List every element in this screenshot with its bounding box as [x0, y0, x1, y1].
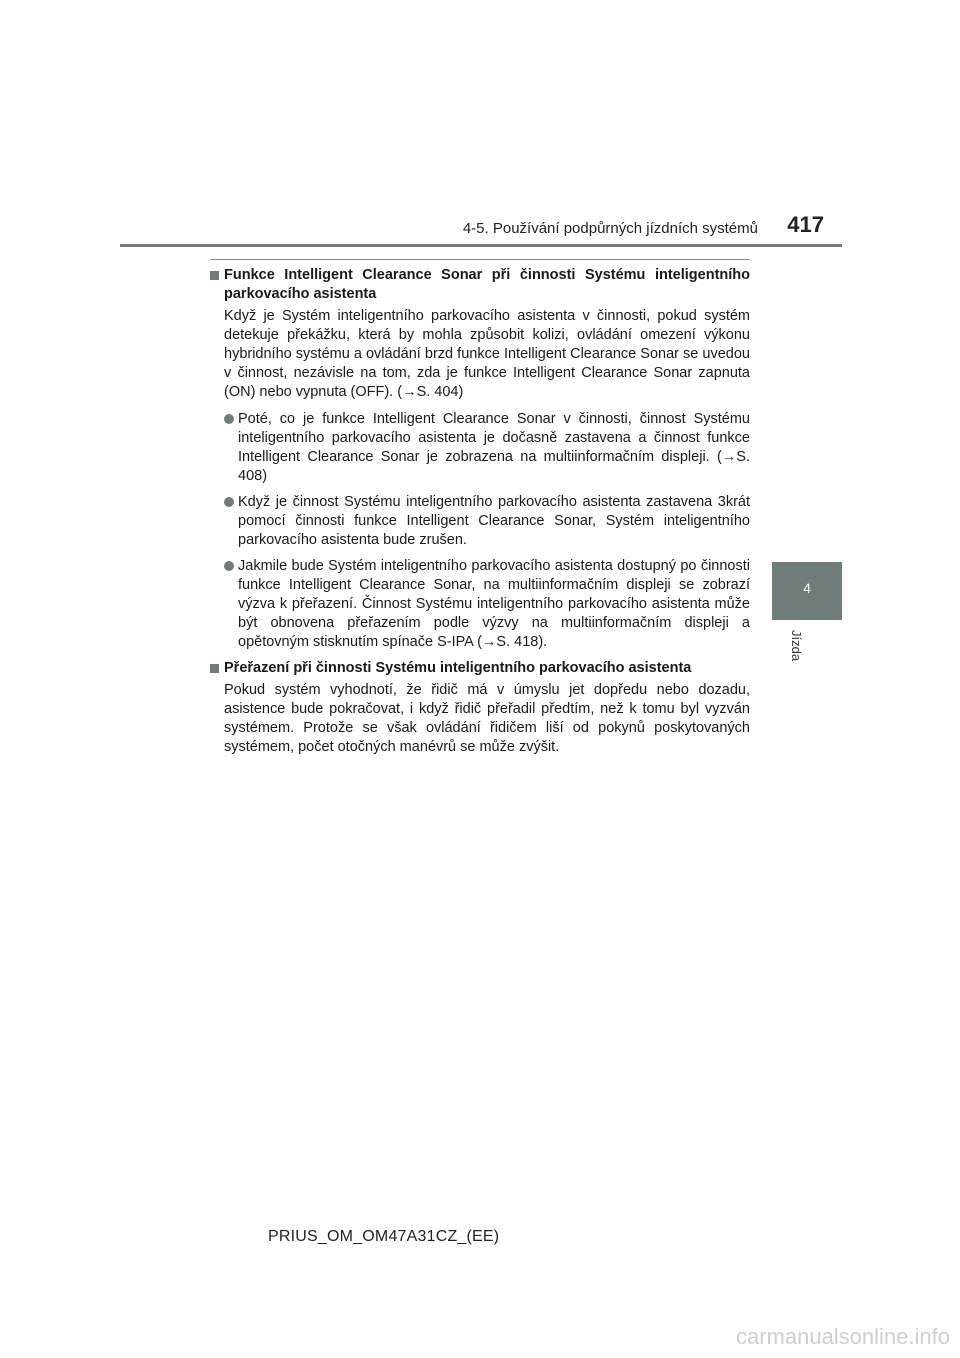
content-top-rule — [210, 259, 750, 260]
circle-bullet-icon — [224, 497, 234, 507]
list-item: Když je činnost Systému inteligentního parkovacího asistenta zastavena 3krát pomocí činnosti funkce Intelligent Clearance Sonar, Systém inteligentního parkovacího asistenta bude zrušen. — [210, 493, 750, 550]
square-bullet-icon — [210, 664, 219, 673]
footer-doc-code: PRIUS_OM_OM47A31CZ_(EE) — [268, 1228, 500, 1245]
header-rule — [120, 244, 842, 247]
chapter-label-text: Jízda — [789, 630, 804, 662]
list-item: Jakmile bude Systém inteligentního parkovacího asistenta dostupný po činnosti funkce Intelligent Clearance Sonar, na multiinformačním displeji se zobrazí výzva k přeřazení. Činnost Systému inteligentního parkovacího asistenta může být obnovena přeřazením podle výzvy na multiinformačním displeji a opětovným stisknutím spínače S-IPA (→S. 418). — [210, 557, 750, 652]
chapter-label — [788, 630, 808, 670]
page-header — [120, 212, 842, 248]
chapter-number: 4 — [803, 580, 811, 596]
watermark: carmanualsonline.info — [735, 1324, 950, 1349]
section-paragraph-2: Pokud systém vyhodnotí, že řidič má v úmyslu jet dopředu nebo dozadu, asistence bude pokračovat, i když řidič přeřadil předtím, než k tomu byl vyzván systémem. Protože se však ovládání řidičem liší od pokynů poskytovaných systémem, počet otočných manévrů se může zvýšit. — [224, 682, 750, 755]
header-section-title: 4-5. Používání podpůrných jízdních systémů — [462, 220, 758, 237]
page-content — [210, 266, 750, 765]
list-item: Poté, co je funkce Intelligent Clearance Sonar v činnosti, činnost Systému inteligentního parkovacího asistenta je dočasně zastavena a činnost funkce Intelligent Clearance Sonar je zobrazena na multiinformačním displeji. (→S. 408) — [210, 410, 750, 486]
section-paragraph-1: Když je Systém inteligentního parkovacího asistenta v činnosti, pokud systém detekuje překážku, která by mohla způsobit kolizi, ovládání omezení výkonu hybridního systému a ovládání brzd funkce Intelligent Clearance Sonar se uvedou v činnost, nezávisle na tom, zda je funkce Intelligent Clearance Sonar zapnuta (ON) nebo vypnuta (OFF). (→S. 404) — [224, 308, 750, 400]
circle-bullet-icon — [224, 414, 234, 424]
square-bullet-icon — [210, 271, 219, 280]
section-heading-1: Funkce Intelligent Clearance Sonar při činnosti Systému inteligentního parkovacího asistenta — [210, 266, 750, 304]
page-number: 417 — [787, 212, 824, 237]
circle-bullet-icon — [224, 561, 234, 571]
chapter-tab — [772, 562, 842, 620]
section-heading-2: Přeřazení při činnosti Systému inteligentního parkovacího asistenta — [210, 659, 750, 678]
